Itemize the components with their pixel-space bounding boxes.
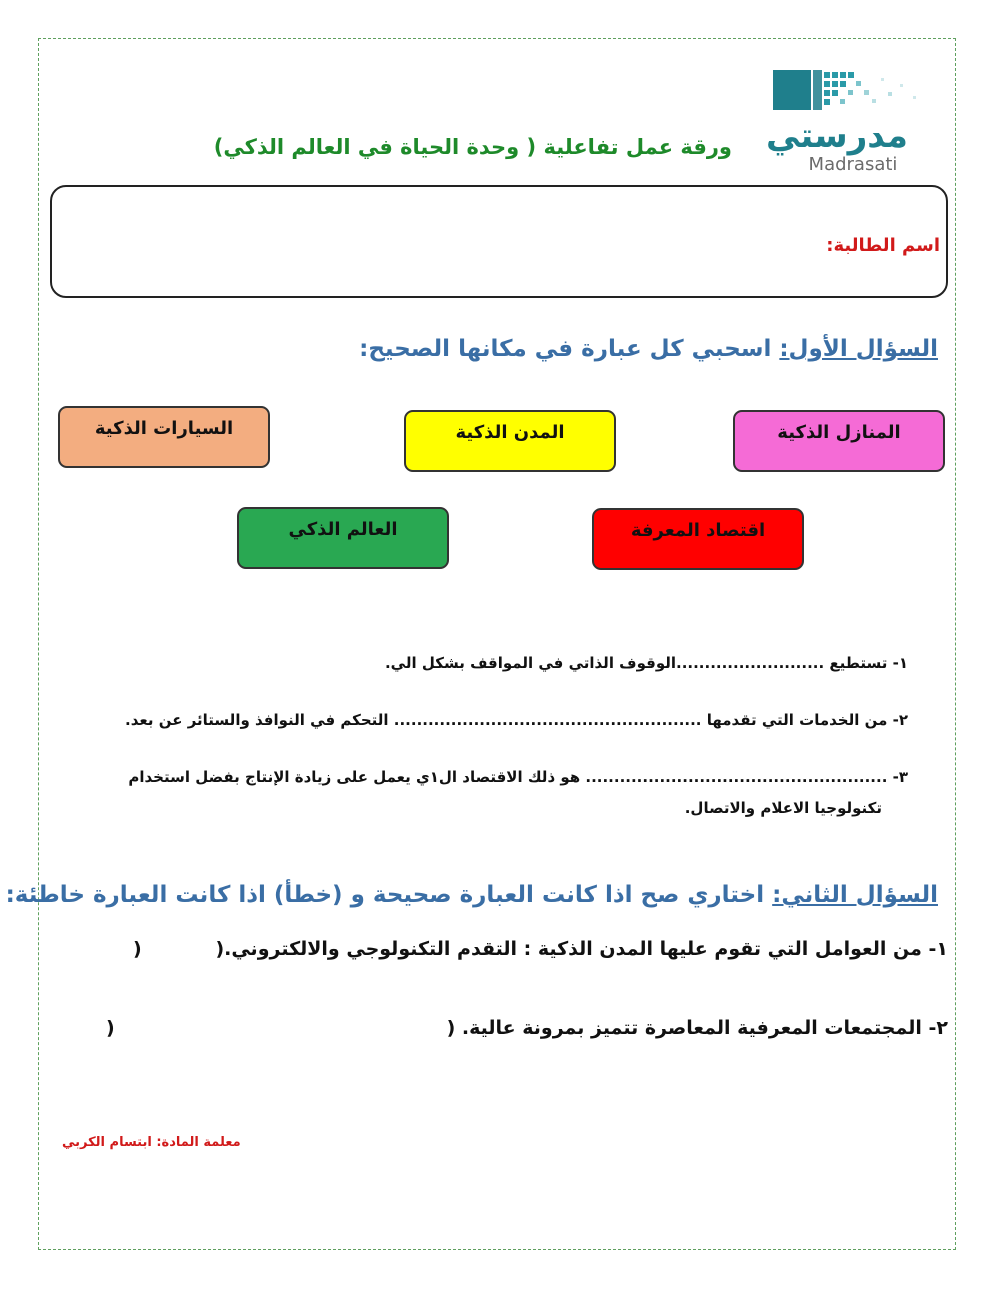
drag-option-smart-cars[interactable]: السيارات الذكية bbox=[58, 406, 270, 468]
logo-latin: Madrasati bbox=[808, 154, 898, 175]
question1-heading bbox=[359, 336, 938, 362]
teacher-name: معلمة المادة: ابتسام الكربي bbox=[62, 1135, 241, 1150]
drag-option-knowledge-economy[interactable]: اقتصاد المعرفة bbox=[592, 508, 804, 570]
logo-book-icon bbox=[773, 70, 916, 110]
statement-2: ٢- من الخدمات التي تقدمها ...................................................... التحكم في النوافذ والستائر عن بعد. bbox=[125, 711, 908, 729]
worksheet-title: ورقة عمل تفاعلية ( وحدة الحياة في العالم الذكي) bbox=[213, 135, 732, 159]
question1-text: اسحبي كل عبارة في مكانها الصحيح: bbox=[359, 336, 780, 362]
tf-statement-1: ١- من العوامل التي تقوم عليها المدن الذكية : التقدم التكنولوجي والالكتروني.( bbox=[215, 938, 948, 960]
statement-3-continued: تكنولوجيا الاعلام والاتصال. bbox=[684, 799, 882, 817]
tf-answer-1[interactable]: ) bbox=[133, 938, 142, 960]
question2-label: السؤال الثاني: bbox=[772, 882, 938, 908]
drag-option-smart-world[interactable]: العالم الذكي bbox=[237, 507, 449, 569]
madrasati-logo bbox=[765, 62, 935, 177]
statement-3: ٣- ..................................................... هو ذلك الاقتصاد ال١ي يعمل على زيادة الإنتاج بفضل استخدام bbox=[128, 768, 908, 786]
student-name-label: اسم الطالبة: bbox=[826, 235, 940, 256]
drag-option-smart-homes[interactable]: المنازل الذكية bbox=[733, 410, 945, 472]
question1-label: السؤال الأول: bbox=[779, 336, 938, 362]
tf-statement-2: ٢- المجتمعات المعرفية المعاصرة تتميز بمرونة عالية. ( bbox=[446, 1017, 948, 1039]
drag-option-smart-cities[interactable]: المدن الذكية bbox=[404, 410, 616, 472]
logo-arabic: مدرستي bbox=[766, 116, 908, 156]
question2-heading bbox=[6, 882, 938, 908]
question2-text: اختاري صح اذا كانت العبارة صحيحة و (خطأ) اذا كانت العبارة خاطئة: bbox=[5, 882, 773, 908]
student-name-box[interactable] bbox=[50, 185, 948, 298]
tf-answer-2[interactable]: ) bbox=[106, 1017, 115, 1039]
statement-1: ١- تستطيع ..........................الوقوف الذاتي في المواقف بشكل الي. bbox=[384, 654, 908, 672]
